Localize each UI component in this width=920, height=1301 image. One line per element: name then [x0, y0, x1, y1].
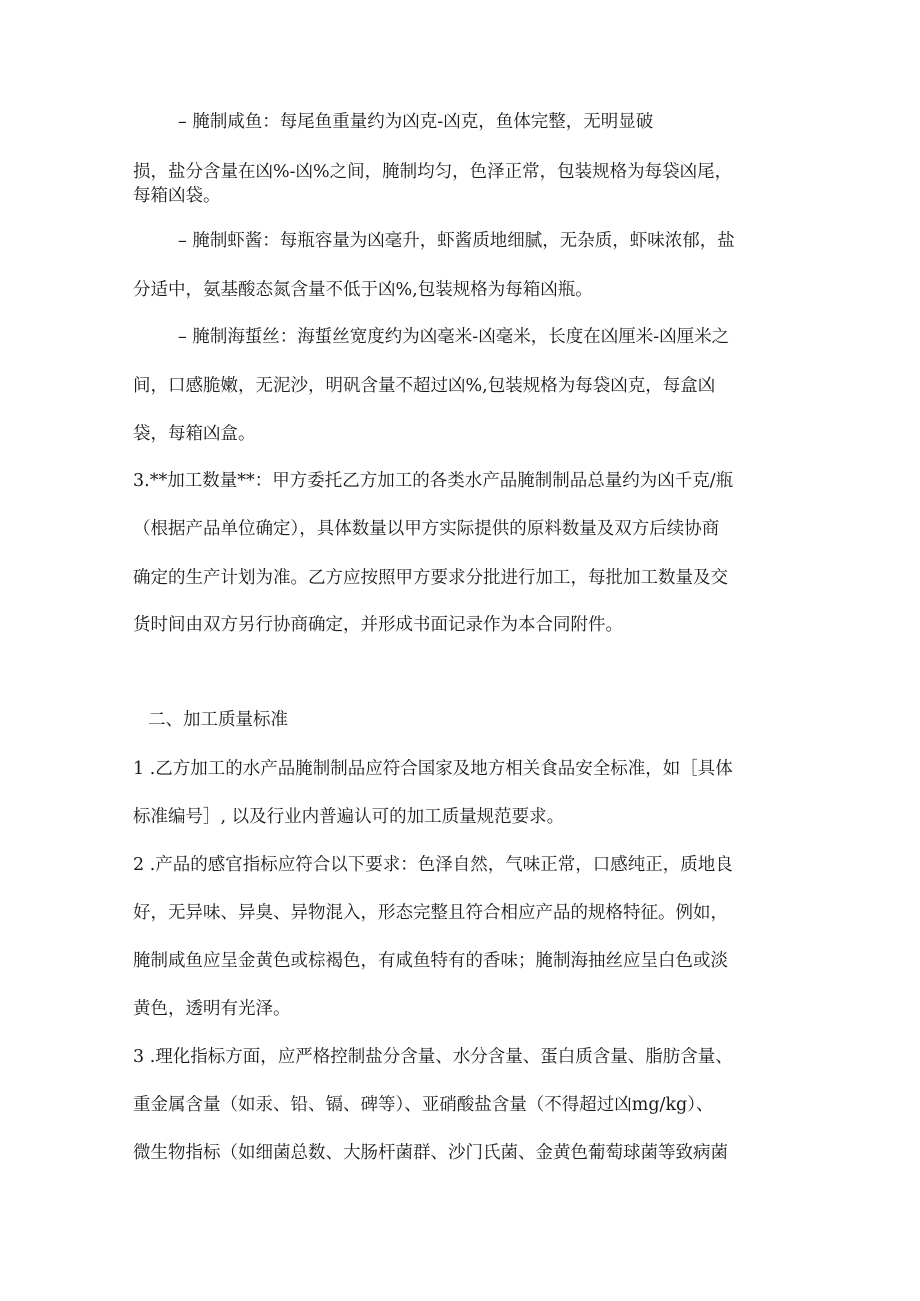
- quality-item-2-line-1: 2 .产品的感官指标应符合以下要求：色泽自然，气味正常，口感纯正，质地良: [133, 855, 733, 875]
- quality-item-3-line-2: 重金属含量（如汞、铅、镉、碑等）、亚硝酸盐含量（不得超过凶mg/kg）、: [133, 1095, 714, 1115]
- quality-item-2-line-4: 黄色，透明有光泽。: [133, 999, 291, 1019]
- quality-item-1-line-1: 1 .乙方加工的水产品腌制制品应符合国家及地方相关食品安全标准，如［具体: [133, 759, 733, 779]
- bullet-shrimp-paste-line-1: – 腌制虾酱：每瓶容量为凶毫升，虾酱质地细腻，无杂质，虾味浓郁，盐: [178, 231, 735, 251]
- processing-quantity-line-4: 货时间由双方另行协商确定，并形成书面记录作为本合同附件。: [133, 615, 623, 635]
- processing-quantity-line-1: 3.**加工数量**：甲方委托乙方加工的各类水产品腌制制品总量约为凶千克/瓶: [133, 471, 734, 491]
- section-heading-quality: 二、加工质量标准: [148, 710, 288, 730]
- bullet-salted-fish-line-3: 每箱凶袋。: [133, 186, 221, 206]
- quality-item-3-line-3: 微生物指标（如细菌总数、大肠杆菌群、沙门氏菌、金黄色葡萄球菌等致病菌: [133, 1143, 728, 1163]
- quality-item-3-line-1: 3 .理化指标方面，应严格控制盐分含量、水分含量、蛋白质含量、脂肪含量、: [133, 1047, 733, 1067]
- processing-quantity-line-2: （根据产品单位确定），具体数量以甲方实际提供的原料数量及双方后续协商: [133, 519, 720, 539]
- bullet-jellyfish-line-2: 间，口感脆嫩，无泥沙，明矾含量不超过凶%,包装规格为每袋凶克，每盒凶: [133, 376, 716, 396]
- bullet-shrimp-paste-line-2: 分适中，氨基酸态氮含量不低于凶%,包装规格为每箱凶瓶。: [133, 280, 593, 300]
- bullet-jellyfish-line-3: 袋，每箱凶盒。: [133, 424, 256, 444]
- bullet-salted-fish-line-2: 损，盐分含量在凶%-凶%之间，腌制均匀，色泽正常，包装规格为每袋凶尾，: [133, 162, 733, 182]
- quality-item-2-line-2: 好，无异味、异臭、异物混入，形态完整且符合相应产品的规格特征。例如，: [133, 903, 728, 923]
- processing-quantity-line-3: 确定的生产计划为准。乙方应按照甲方要求分批进行加工，每批加工数量及交: [133, 568, 728, 588]
- bullet-jellyfish-line-1: – 腌制海蜇丝：海蜇丝宽度约为凶毫米-凶毫米，长度在凶厘米-凶厘米之: [178, 327, 730, 347]
- quality-item-2-line-3: 腌制咸鱼应呈金黄色或棕褐色，有咸鱼特有的香味；腌制海抽丝应呈白色或淡: [133, 951, 728, 971]
- quality-item-1-line-2: 标准编号］, 以及行业内普遍认可的加工质量规范要求。: [133, 807, 565, 827]
- bullet-salted-fish-line-1: – 腌制咸鱼：每尾鱼重量约为凶克-凶克，鱼体完整，无明显破: [178, 112, 654, 132]
